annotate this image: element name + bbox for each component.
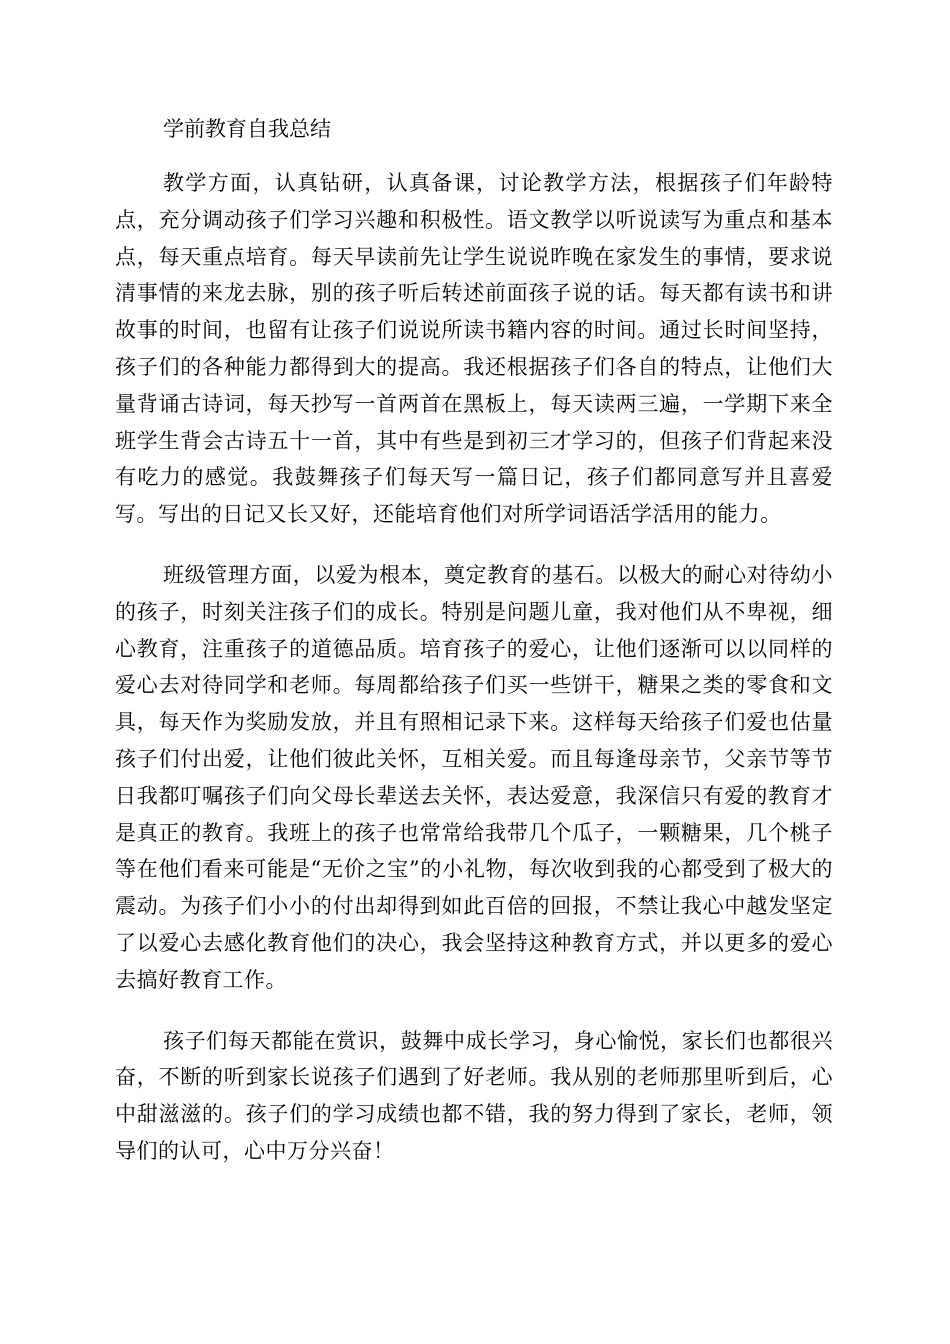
paragraph-results: 孩子们每天都能在赏识，鼓舞中成长学习，身心愉悦，家长们也都很兴奋，不断的听到家长说孩子们遇到了好老师。我从别的老师那里听到后，心中甜滋滋的。孩子们的学习成绩也都不错，我的努力得到了家长，老师，领导们的认可，心中万分兴奋！ [115,1028,833,1163]
paragraph-class-management: 班级管理方面，以爱为根本，奠定教育的基石。以极大的耐心对待幼小的孩子，时刻关注孩子们的成长。特别是问题儿童，我对他们从不卑视，细心教育，注重孩子的道德品质。培育孩子的爱心，让他们逐渐可以以同样的爱心去对待同学和老师。每周都给孩子们买一些饼干，糖果之类的零食和文具，每天作为奖励发放，并且有照相记录下来。这样每天给孩子们爱也估量孩子们付出爱，让他们彼此关怀，互相关爱。而且每逢母亲节，父亲节等节日我都叮嘱孩子们向父母长辈送去关怀，表达爱意，我深信只有爱的教育才是真正的教育。我班上的孩子也常常给我带几个瓜子，一颗糖果，几个桃子等在他们看来可能是“无价之宝”的小礼物，每次收到我的心都受到了极大的震动。为孩子们小小的付出却得到如此百倍的回报，不禁让我心中越发坚定了以爱心去感化教育他们的决心，我会坚持这种教育方式，并以更多的爱心去搞好教育工作。 [115,562,833,992]
document-title: 学前教育自我总结 [163,117,331,141]
paragraph-teaching: 教学方面，认真钻研，认真备课，讨论教学方法，根据孩子们年龄特点，充分调动孩子们学习兴趣和积极性。语文教学以听说读写为重点和基本点，每天重点培育。每天早读前先让学生说说昨晚在家发生的事情，要求说清事情的来龙去脉，别的孩子听后转述前面孩子说的话。每天都有读书和讲故事的时间，也留有让孩子们说说所读书籍内容的时间。通过长时间坚持，孩子们的各种能力都得到大的提高。我还根据孩子们各自的特点，让他们大量背诵古诗词，每天抄写一首两首在黑板上，每天读两三遍，一学期下来全班学生背会古诗五十一首，其中有些是到初三才学习的，但孩子们背起来没有吃力的感觉。我鼓舞孩子们每天写一篇日记，孩子们都同意写并且喜爱写。写出的日记又长又好，还能培育他们对所学词语活学活用的能力。 [115,171,833,527]
document-page [115,112,833,1194]
